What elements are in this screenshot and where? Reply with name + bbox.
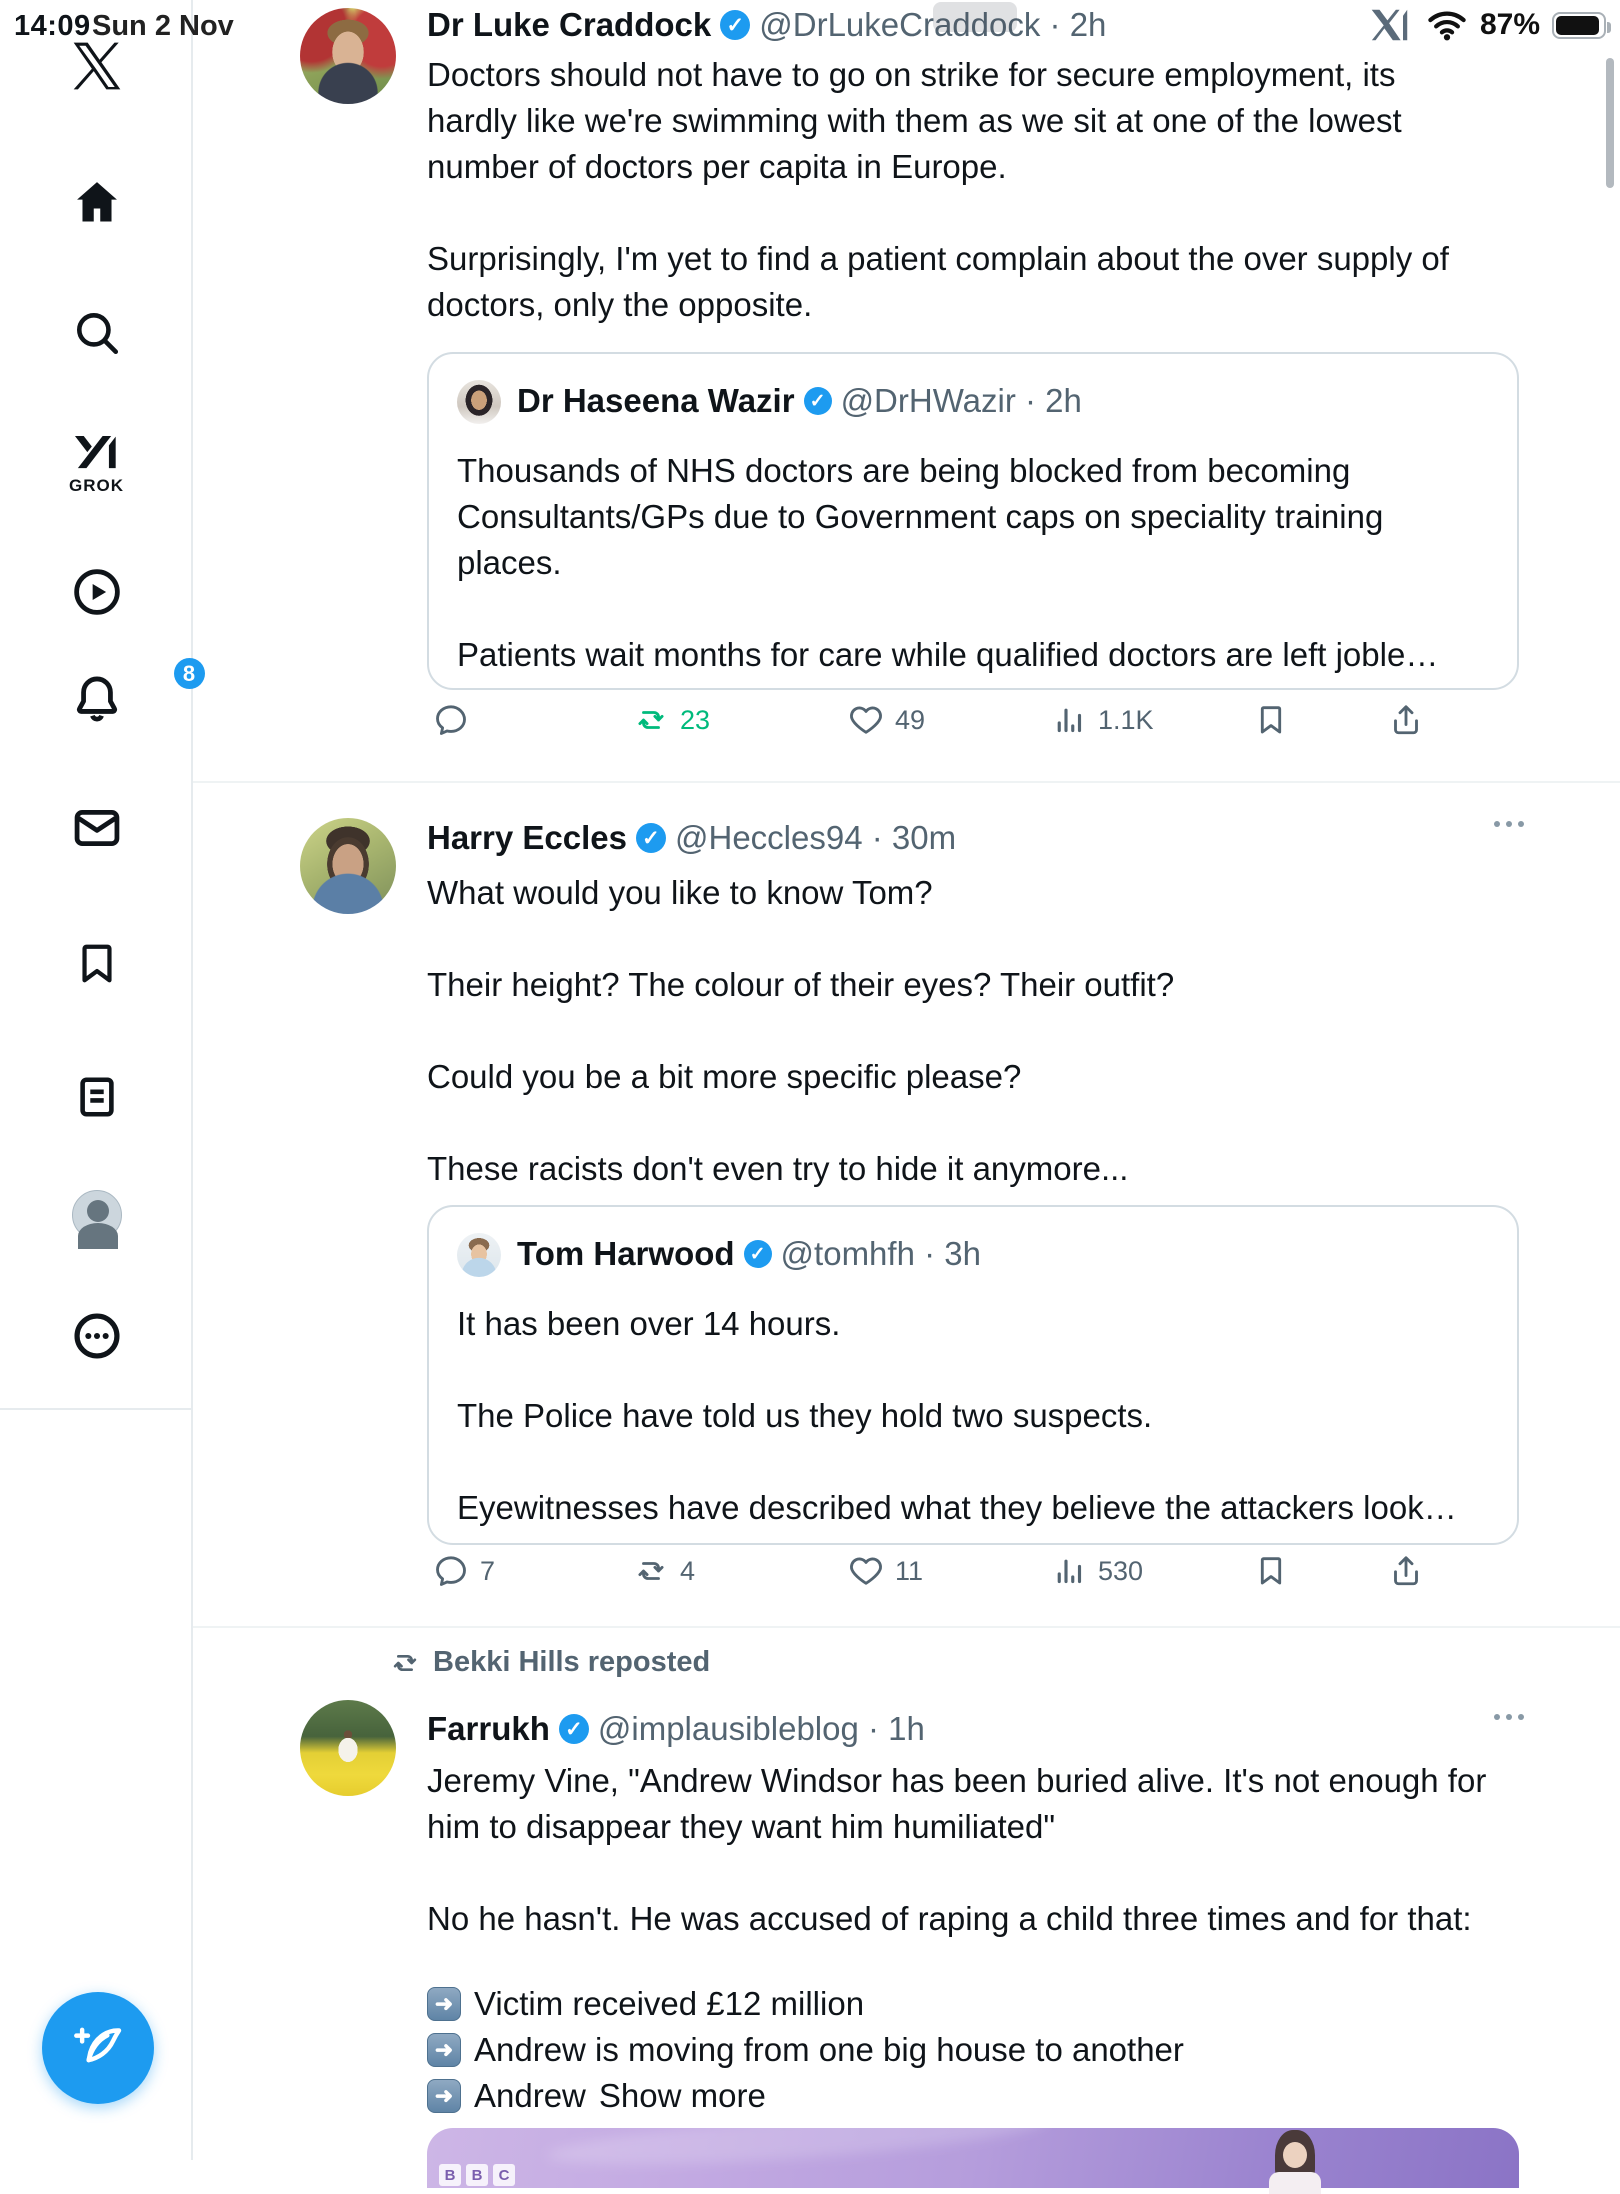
views-count: 1.1K [1098, 704, 1154, 735]
status-clock: 14:09 [14, 10, 91, 42]
reply-button[interactable] [433, 702, 480, 738]
text-line: him to disappear they want him humiliated" [427, 1808, 1056, 1845]
views-count: 530 [1098, 1555, 1144, 1586]
text-line: Thousands of NHS doctors are being blocked from becoming [457, 452, 1351, 489]
compose-button[interactable] [42, 1992, 154, 2104]
verified-badge-icon: ✓ [720, 10, 750, 40]
battery-percent: 87% [1479, 8, 1540, 41]
search-icon [72, 308, 122, 358]
quoted-author-name: Dr Haseena Wazir [517, 382, 795, 419]
battery-icon [1552, 12, 1606, 39]
grok-label: GROK [69, 476, 124, 495]
reply-count: 7 [480, 1555, 496, 1586]
tweet-header[interactable] [427, 1710, 925, 1748]
views-button[interactable] [1051, 1553, 1143, 1589]
tweet-farrukh[interactable] [193, 1628, 1620, 2184]
quoted-tweet-tom-harwood[interactable] [427, 1205, 1519, 1545]
verified-badge-icon: ✓ [744, 1240, 772, 1268]
bullet-text: Victim received £12 million [474, 1985, 865, 2022]
text-line: Surprisingly, I'm yet to find a patient complain about the over supply of [427, 240, 1449, 277]
avatar[interactable] [300, 1700, 396, 1796]
rail-divider [0, 1408, 193, 1410]
like-count: 49 [895, 704, 926, 735]
tweet-luke-craddock[interactable] [193, 0, 1620, 783]
author-handle: @implausibleblog · 1h [597, 1710, 925, 1747]
views-button[interactable] [1051, 702, 1154, 738]
avatar[interactable] [300, 818, 396, 914]
text-line: places. [457, 544, 562, 581]
quoted-text [457, 1301, 1493, 1531]
cellular-signal-icon [1370, 8, 1414, 42]
text-line: These racists don't even try to hide it anymore... [427, 1150, 1129, 1187]
tweet-media-image[interactable] [427, 2128, 1519, 2188]
repost-count: 23 [680, 704, 711, 735]
tweet-header[interactable] [427, 819, 956, 857]
sidebar-item-video[interactable] [0, 566, 193, 618]
nav-rail [0, 0, 196, 2160]
quoted-author-name: Tom Harwood [517, 1235, 735, 1272]
verified-badge-icon: ✓ [559, 1714, 589, 1744]
quoted-author-handle: @tomhfh · 3h [780, 1235, 981, 1272]
profile-avatar [72, 1190, 122, 1240]
status-bar [0, 0, 1620, 48]
like-button[interactable] [848, 1553, 923, 1589]
bookmark-icon [74, 938, 120, 988]
repost-button[interactable] [633, 702, 710, 738]
tweet-text [427, 52, 1449, 328]
repost-label: Bekki Hills reposted [433, 1646, 711, 1678]
bookmark-button[interactable] [1253, 1553, 1289, 1589]
quoted-header [517, 382, 1082, 420]
notification-badge: 8 [174, 658, 205, 689]
text-line: number of doctors per capita in Europe. [427, 148, 1007, 185]
compose-quill-icon [70, 2020, 126, 2076]
bell-icon [71, 660, 196, 724]
bullet-line [427, 1981, 864, 2027]
wifi-icon [1426, 9, 1468, 41]
verified-badge-icon: ✓ [804, 387, 832, 415]
tweet-text [427, 870, 1174, 1192]
bbc-logo: B B C [439, 2164, 515, 2186]
status-indicators [1370, 8, 1606, 42]
sidebar-item-profile[interactable] [0, 1190, 193, 1240]
author-handle: @DrLukeCraddock · 2h [759, 6, 1107, 43]
quoted-avatar [457, 380, 501, 424]
engagement-row [433, 702, 1493, 752]
sidebar-item-search[interactable] [0, 308, 193, 358]
bullet-line [427, 2073, 766, 2119]
quoted-author-handle: @DrHWazir · 2h [840, 382, 1082, 419]
like-button[interactable] [848, 702, 925, 738]
repost-icon [389, 1647, 421, 1679]
text-line: Consultants/GPs due to Government caps on speciality training [457, 498, 1384, 535]
repost-count: 4 [680, 1555, 696, 1586]
sidebar-item-messages[interactable] [0, 802, 193, 854]
like-count: 11 [895, 1555, 924, 1586]
quoted-header [517, 1235, 981, 1273]
play-circle-icon [71, 566, 123, 618]
author-handle: @Heccles94 · 30m [674, 819, 957, 856]
grok-icon [70, 424, 124, 474]
tweet-text [427, 1758, 1486, 1942]
text-line: No he hasn't. He was accused of raping a child three times and for that: [427, 1900, 1472, 1937]
author-name: Harry Eccles [427, 819, 627, 856]
quoted-tweet-haseena[interactable] [427, 352, 1519, 690]
sidebar-item-notifications[interactable] [0, 660, 196, 724]
status-date: Sun 2 Nov [92, 10, 234, 42]
timeline [193, 0, 1620, 2184]
quoted-avatar [457, 1233, 501, 1277]
text-line: Doctors should not have to go on strike for secure employment, its [427, 56, 1396, 93]
arrow-right-emoji-icon: ➜ [427, 2079, 461, 2113]
engagement-row [433, 1553, 1493, 1603]
sidebar-item-grok[interactable] [0, 424, 193, 496]
text-line: Jeremy Vine, "Andrew Windsor has been buried alive. It's not enough for [427, 1762, 1487, 1799]
verified-badge-icon: ✓ [636, 823, 666, 853]
text-line: Their height? The colour of their eyes? Their outfit? [427, 966, 1175, 1003]
text-line: It has been over 14 hours. [457, 1305, 841, 1342]
sidebar-item-home[interactable] [0, 176, 193, 228]
arrow-right-emoji-icon: ➜ [427, 2033, 461, 2067]
arrow-right-emoji-icon: ➜ [427, 1987, 461, 2021]
bullet-text: Andrew [474, 2077, 586, 2114]
text-line: Could you be a bit more specific please? [427, 1058, 1022, 1095]
show-more-link[interactable]: Show more [598, 2077, 766, 2114]
quoted-text [457, 448, 1493, 678]
text-line: Patients wait months for care while qualified doctors are left joble… [457, 636, 1439, 673]
lists-icon [74, 1072, 120, 1122]
scrollbar-thumb[interactable] [1606, 58, 1614, 188]
text-line: hardly like we're swimming with them as we sit at one of the lowest [427, 102, 1402, 139]
sidebar-item-lists[interactable] [0, 1072, 193, 1122]
more-circle-icon [71, 1310, 123, 1362]
author-name: Farrukh [427, 1710, 550, 1747]
share-button[interactable] [1388, 702, 1424, 738]
screen-artifact [933, 2, 1017, 32]
sidebar-item-bookmarks[interactable] [0, 938, 193, 988]
author-name: Dr Luke Craddock [427, 6, 712, 43]
text-line: Eyewitnesses have described what they believe the attackers look… [457, 1489, 1457, 1526]
reply-button[interactable] [433, 1553, 495, 1589]
text-line: doctors, only the opposite. [427, 286, 813, 323]
text-line: What would you like to know Tom? [427, 874, 933, 911]
home-icon [71, 176, 123, 228]
repost-button[interactable] [633, 1553, 695, 1589]
share-button[interactable] [1388, 1553, 1424, 1589]
text-line: The Police have told us they hold two suspects. [457, 1397, 1153, 1434]
bookmark-button[interactable] [1253, 702, 1289, 738]
sidebar-item-more[interactable] [0, 1310, 193, 1362]
tweet-harry-eccles[interactable] [193, 783, 1620, 1628]
mail-icon [71, 802, 123, 854]
bullet-text: Andrew is moving from one big house to another [474, 2031, 1184, 2068]
bullet-line [427, 2027, 1184, 2073]
